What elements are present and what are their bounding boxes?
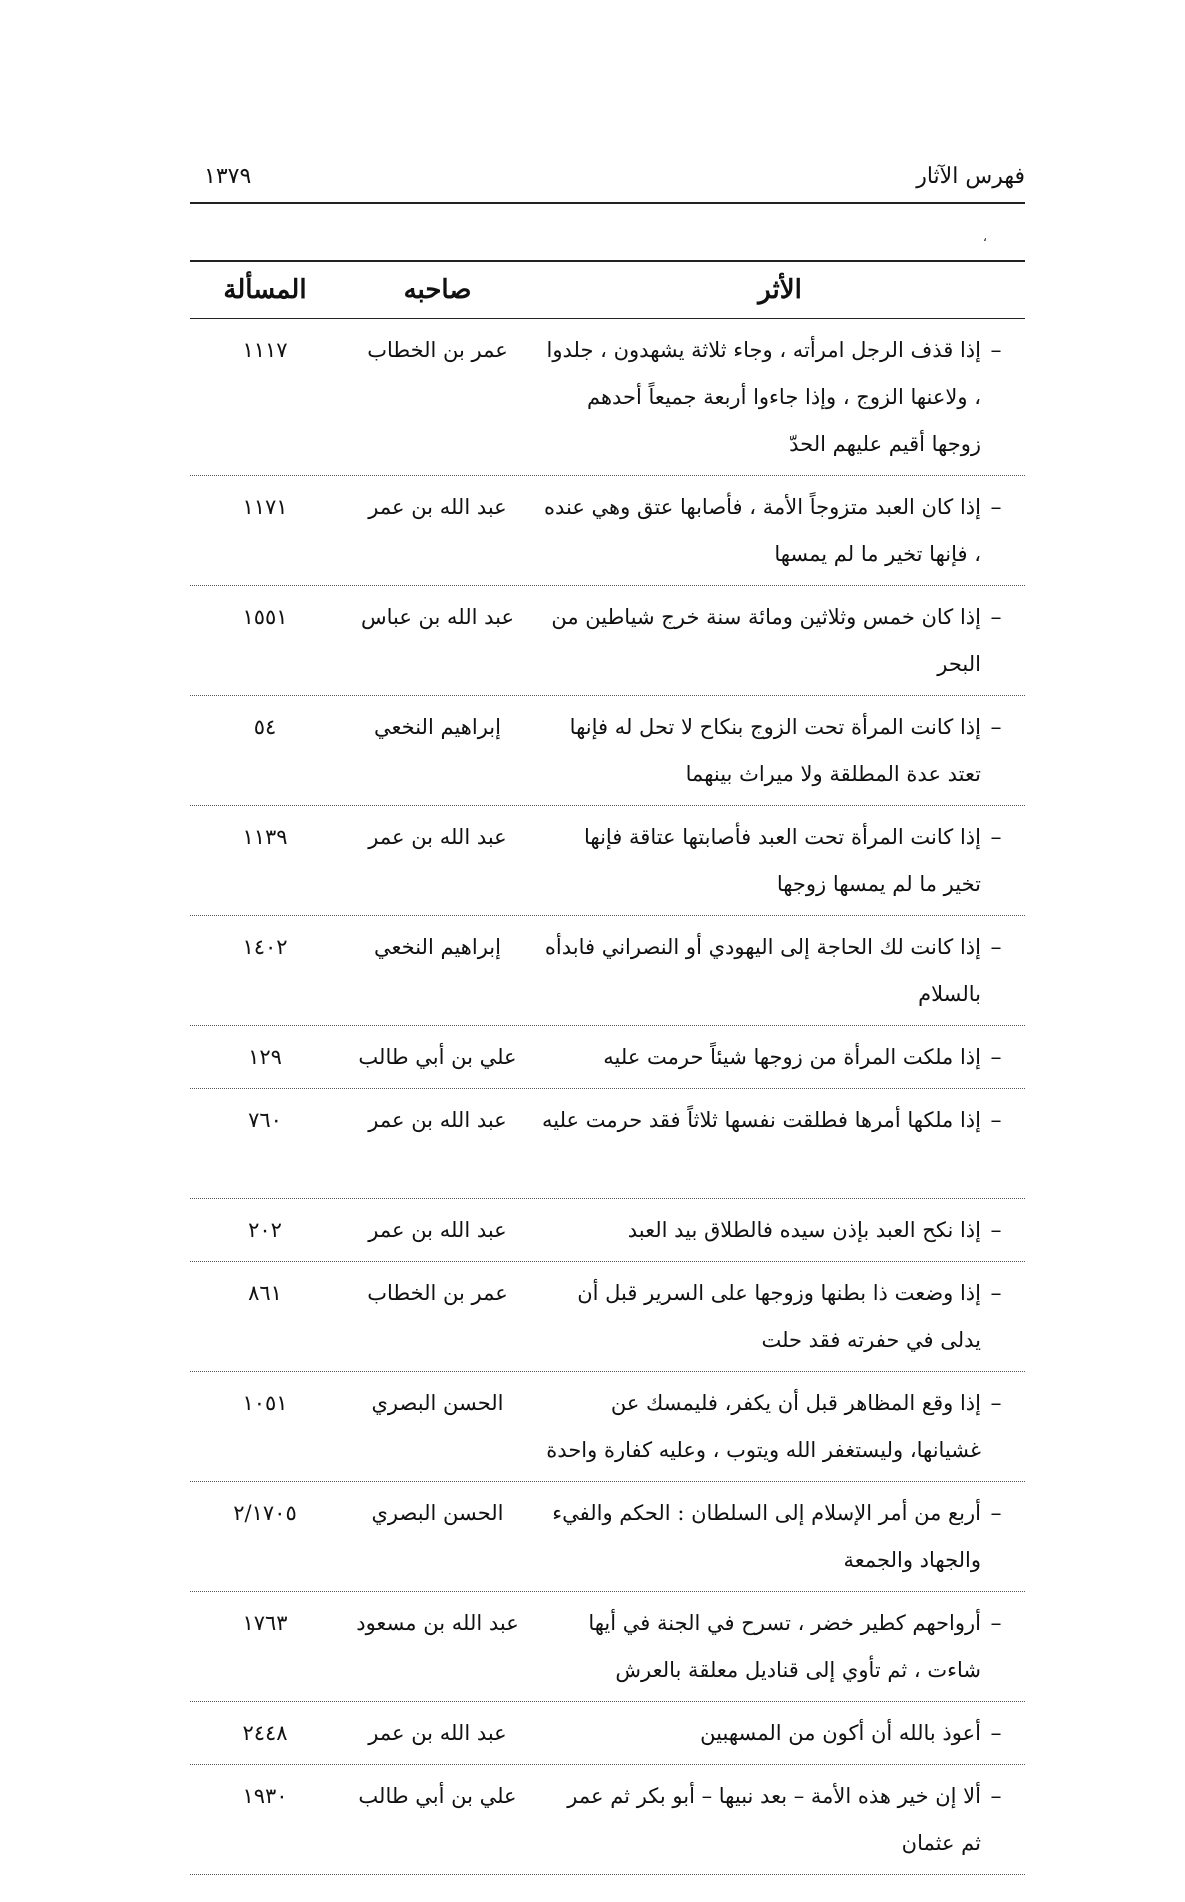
masala-number: ٢٠٢: [248, 1218, 282, 1242]
entry-dash: –: [990, 1218, 1002, 1243]
athar-cell: [535, 1372, 1025, 1474]
athar-index-table: [190, 260, 1025, 1875]
stray-mark: ،: [983, 230, 987, 244]
table-header-row: [190, 262, 1025, 319]
athar-cell: [535, 586, 1025, 688]
table-row: [190, 476, 1025, 586]
table-row: [190, 1199, 1025, 1262]
sahib-cell: عبد الله بن عمر: [368, 495, 507, 519]
masala-number: ٨٦١: [248, 1281, 282, 1305]
sahib-cell: علي بن أبي طالب: [358, 1784, 517, 1808]
entry-dash: –: [990, 1501, 1002, 1526]
entry-dash: –: [990, 825, 1002, 850]
athar-text: إذا وقع المظاهر قبل أن يكفر، فليمسك عن غشيانها، وليستغفر الله ويتوب ، وعليه كفارة واحدة: [546, 1391, 981, 1462]
table-row: [190, 1262, 1025, 1372]
masala-number: ١٧٦٣: [242, 1611, 288, 1635]
athar-text: إذا كانت لك الحاجة إلى اليهودي أو النصراني فابدأه بالسلام: [544, 935, 981, 1006]
athar-cell: [535, 1089, 1025, 1144]
entry-dash: –: [990, 935, 1002, 960]
athar-text: أرواحهم كطير خضر ، تسرح في الجنة في أيها شاءت ، ثم تأوي إلى قناديل معلقة بالعرش: [588, 1611, 981, 1682]
sahib-cell: عمر بن الخطاب: [367, 1281, 508, 1305]
entry-dash: –: [990, 715, 1002, 740]
sahib-cell: عمر بن الخطاب: [367, 338, 508, 362]
athar-cell: [535, 319, 1025, 468]
athar-text: إذا كان خمس وثلاثين ومائة سنة خرج شياطين من البحر: [551, 605, 981, 676]
athar-cell: [535, 1482, 1025, 1584]
entry-dash: –: [990, 1391, 1002, 1416]
masala-number: ١٩٣٠: [242, 1784, 288, 1808]
masala-number: ١٥٥١: [242, 605, 288, 629]
athar-text: إذا نكح العبد بإذن سيده فالطلاق بيد العبد: [627, 1218, 981, 1242]
athar-text: ألا إن خير هذه الأمة – بعد نبيها – أبو بكر ثم عمر ثم عثمان: [567, 1784, 981, 1855]
sahib-cell: إبراهيم النخعي: [374, 935, 501, 959]
entry-dash: –: [990, 1045, 1002, 1070]
entry-dash: –: [990, 495, 1002, 520]
sahib-cell: إبراهيم النخعي: [374, 715, 501, 739]
masala-number: ٧٦٠: [248, 1108, 282, 1132]
athar-cell: [535, 806, 1025, 908]
table-row: [190, 1765, 1025, 1875]
athar-cell: [535, 696, 1025, 798]
running-title: فهرس الآثار: [916, 164, 1025, 189]
masala-number: ٢٤٤٨: [242, 1721, 288, 1745]
entry-dash: –: [990, 1784, 1002, 1809]
masala-number: ١٠٥١: [242, 1391, 288, 1415]
athar-text: إذا كانت المرأة تحت العبد فأصابتها عتاقة فإنها تخير ما لم يمسها زوجها: [583, 825, 981, 896]
table-row: [190, 1702, 1025, 1765]
athar-cell: [535, 1199, 1025, 1254]
masala-number: ١١٣٩: [242, 825, 288, 849]
table-row: [190, 1482, 1025, 1592]
header-masala: المسألة: [223, 275, 307, 305]
athar-text: إذا كان العبد متزوجاً الأمة ، فأصابها عتق وهي عنده ، فإنها تخير ما لم يمسها: [543, 495, 981, 566]
entry-dash: –: [990, 605, 1002, 630]
athar-text: أعوذ بالله أن أكون من المسهبين: [700, 1721, 981, 1745]
athar-text: إذا ملكها أمرها فطلقت نفسها ثلاثاً فقد حرمت عليه: [541, 1108, 981, 1132]
sahib-cell: علي بن أبي طالب: [358, 1045, 517, 1069]
sahib-cell: عبد الله بن عمر: [368, 1721, 507, 1745]
header-athar: الأثر: [758, 275, 802, 305]
athar-text: إذا كانت المرأة تحت الزوج بنكاح لا تحل له فإنها تعتد عدة المطلقة ولا ميراث بينهما: [569, 715, 981, 786]
page-number: ١٣٧٩: [204, 164, 252, 189]
table-row: [190, 319, 1025, 476]
entry-dash: –: [990, 1108, 1002, 1133]
sahib-cell: عبد الله بن مسعود: [356, 1611, 519, 1635]
athar-cell: [535, 916, 1025, 1018]
header-sahib: صاحبه: [403, 275, 472, 305]
athar-cell: [535, 1026, 1025, 1081]
athar-cell: [535, 476, 1025, 578]
athar-cell: [535, 1592, 1025, 1694]
table-row: [190, 1592, 1025, 1702]
entry-dash: –: [990, 1721, 1002, 1746]
athar-cell: [535, 1262, 1025, 1364]
table-row: [190, 1089, 1025, 1199]
athar-text: إذا وضعت ذا بطنها وزوجها على السرير قبل أن يدلى في حفرته فقد حلت: [577, 1281, 981, 1352]
athar-cell: [535, 1702, 1025, 1757]
sahib-cell: عبد الله بن عمر: [368, 1218, 507, 1242]
masala-number: ١٢٩: [248, 1045, 282, 1069]
entry-dash: –: [990, 1281, 1002, 1306]
sahib-cell: الحسن البصري: [371, 1391, 504, 1415]
sahib-cell: الحسن البصري: [371, 1501, 504, 1525]
running-head: [190, 162, 1025, 204]
table-row: [190, 696, 1025, 806]
masala-number: ١٤٠٢: [242, 935, 288, 959]
sahib-cell: عبد الله بن عمر: [368, 825, 507, 849]
table-body: [190, 319, 1025, 1875]
table-row: [190, 1026, 1025, 1089]
table-row: [190, 1372, 1025, 1482]
table-row: [190, 586, 1025, 696]
entry-dash: –: [990, 1611, 1002, 1636]
athar-text: إذا ملكت المرأة من زوجها شيئاً حرمت عليه: [603, 1045, 981, 1069]
athar-text: إذا قذف الرجل امرأته ، وجاء ثلاثة يشهدون ، جلدوا ، ولاعنها الزوج ، وإذا جاءوا أربعة جميعاً أحدهم زوجها أقيم عليهم الحدّ: [546, 338, 981, 456]
masala-number: ١١١٧: [242, 338, 288, 362]
sahib-cell: عبد الله بن عمر: [368, 1108, 507, 1132]
masala-number: ١١٧١: [242, 495, 288, 519]
table-row: [190, 806, 1025, 916]
entry-dash: –: [990, 338, 1002, 363]
athar-cell: [535, 1765, 1025, 1867]
masala-number: ٢/١٧٠٥: [233, 1501, 297, 1525]
athar-text: أربع من أمر الإسلام إلى السلطان : الحكم والفيء والجهاد والجمعة: [552, 1501, 981, 1572]
sahib-cell: عبد الله بن عباس: [360, 605, 515, 629]
masala-number: ٥٤: [253, 715, 277, 739]
table-row: [190, 916, 1025, 1026]
